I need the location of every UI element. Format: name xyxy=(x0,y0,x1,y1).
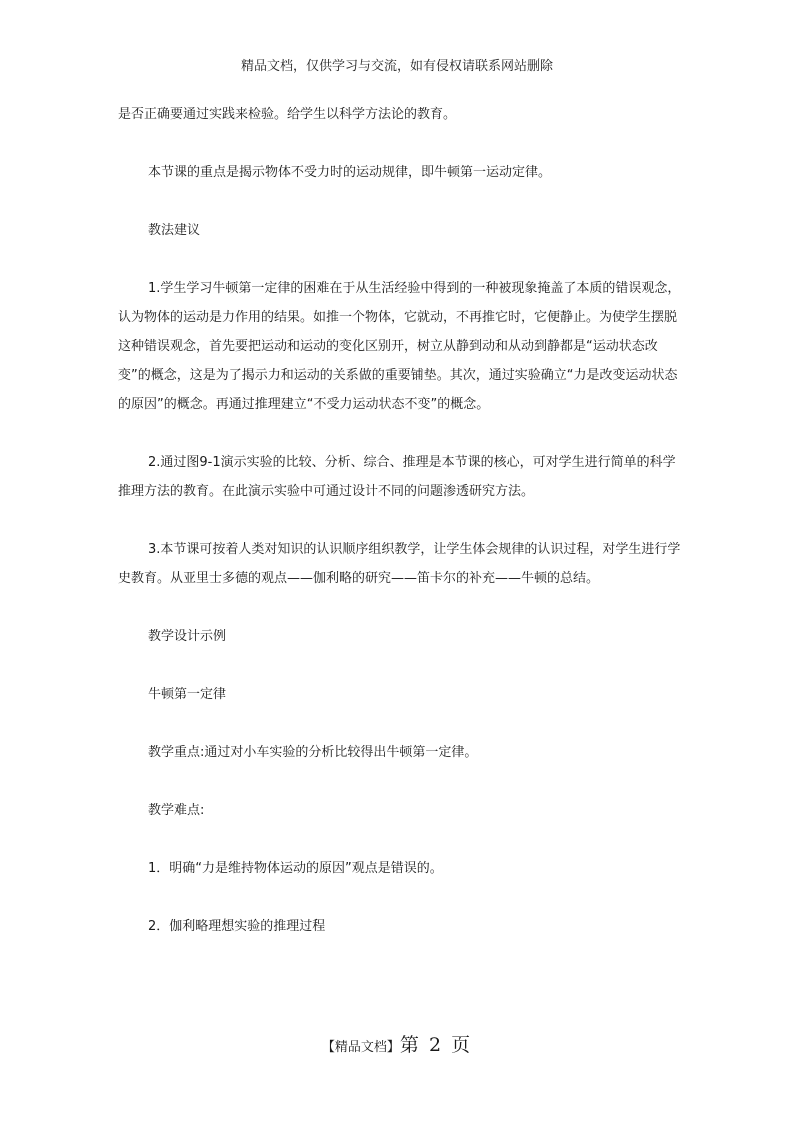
lesson-title: 牛顿第一定律 xyxy=(148,687,227,702)
page-number: 第 2 页 xyxy=(399,1034,473,1056)
document-body xyxy=(118,100,683,941)
paragraph-key-point: 本节课的重点是揭示物体不受力时的运动规律，即牛顿第一运动定律。 xyxy=(148,165,552,180)
section-heading-design-example: 教学设计示例 xyxy=(148,629,227,644)
difficulty-item-1: 1．明确“力是维持物体运动的原因”观点是错误的。 xyxy=(148,861,443,876)
paragraph-continuation: 是否正确要通过实践来检验。给学生以科学方法论的教育。 xyxy=(118,107,457,122)
suggestion-item-2: 2.通过图9-1演示实验的比较、分析、综合、推理是本节课的核心，可对学生进行简单的科学推理方法的教育。在此演示实验中可通过设计不同的问题渗透研究方法。 xyxy=(118,455,676,499)
page-footer xyxy=(0,1032,794,1061)
difficulty-item-2: 2．伽利略理想实验的推理过程 xyxy=(148,919,326,934)
page-header: 精品文档，仅供学习与交流，如有侵权请联系网站删除 xyxy=(240,59,553,74)
suggestion-item-3: 3.本节课可按着人类对知识的认识顺序组织教学，让学生体会规律的认识过程，对学生进行学史教育。从亚里士多德的观点——伽利略的研究——笛卡尔的补充——牛顿的总结。 xyxy=(118,542,681,586)
suggestion-item-1: 1.学生学习牛顿第一定律的困难在于从生活经验中得到的一种被现象掩盖了本质的错误观念，认为物体的运动是力作用的结果。如推一个物体，它就动，不再推它时，它便静止。为使学生摆脱这种错误观念，首先要把运动和运动的变化区别开，树立从静到动和从动到静都是“运动状态改变”的概念，这是为了揭示力和运动的关系做的重要铺垫。其次，通过实验确立“力是改变运动状态的原因”的概念。再通过推理建立“不受力运动状态不变”的概念。 xyxy=(118,281,681,412)
teaching-difficulty-heading: 教学难点: xyxy=(148,803,205,818)
section-heading-teaching-suggestions: 教法建议 xyxy=(148,223,201,238)
footer-label: 【精品文档】 xyxy=(321,1040,400,1055)
teaching-key-point: 教学重点:通过对小车实验的分析比较得出牛顿第一定律。 xyxy=(148,745,478,760)
